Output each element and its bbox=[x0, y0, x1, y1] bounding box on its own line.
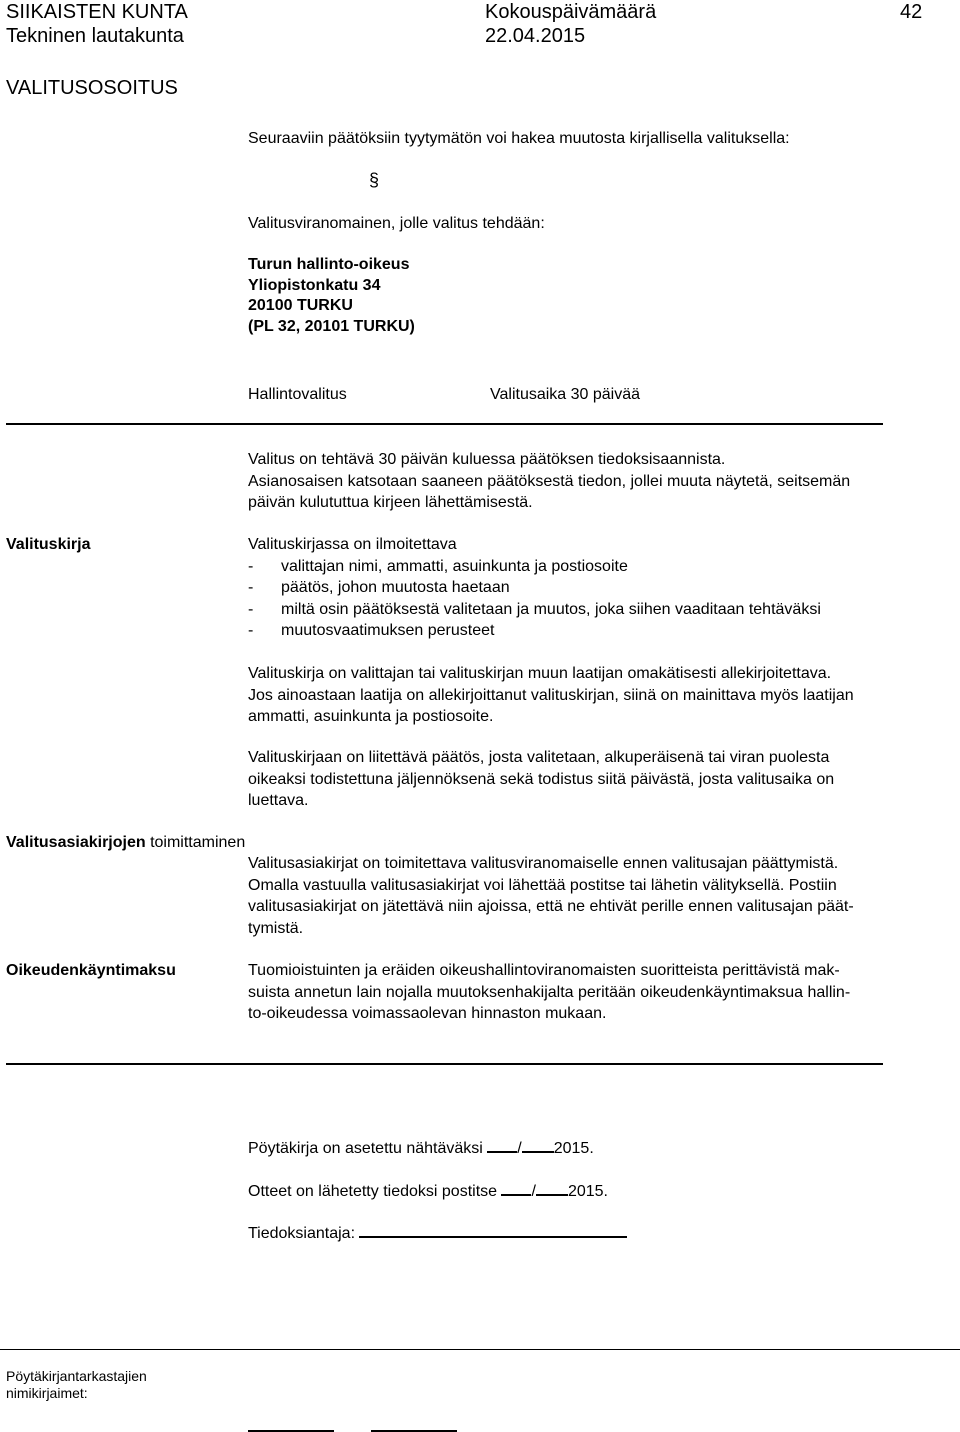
notifier-blank bbox=[359, 1218, 627, 1238]
page-number: 42 bbox=[900, 1, 923, 23]
mailed-label: Otteet on lähetetty tiedoksi postitse bbox=[248, 1183, 498, 1200]
section-heading-valituskirja: Valituskirja bbox=[6, 536, 91, 553]
fee-paragraph bbox=[248, 960, 850, 1025]
valituskirja-requirements bbox=[248, 534, 821, 642]
list-item: - päätös, johon muutosta haetaan bbox=[248, 577, 821, 599]
committee-name: Tekninen lautakunta bbox=[6, 25, 184, 47]
month-blank bbox=[536, 1176, 568, 1196]
authority-label: Valitusviranomainen, jolle valitus tehdään: bbox=[248, 215, 545, 232]
requirements-list bbox=[248, 556, 821, 642]
day-blank bbox=[501, 1176, 531, 1196]
paragraph-line: luettava. bbox=[248, 792, 309, 809]
paragraph-line: Valituskirja on valittajan tai valituskirjan muun laatijan omakätisesti allekirjoitettava. bbox=[248, 665, 832, 682]
paragraph-line: Jos ainoastaan laatija on allekirjoittanut valituskirjan, siinä on mainittava myös laatijan bbox=[248, 686, 854, 704]
divider-line bbox=[6, 1063, 883, 1065]
requirements-intro: Valituskirjassa on ilmoitettava bbox=[248, 536, 457, 553]
paragraph-line: Omalla vastuulla valitusasiakirjat voi lähettää postitse tai lähetin välityksellä. Postiin bbox=[248, 876, 837, 894]
delivery-paragraph bbox=[248, 853, 854, 939]
posted-label: Pöytäkirja on asetettu nähtäväksi bbox=[248, 1140, 483, 1157]
address-line: (PL 32, 20101 TURKU) bbox=[248, 317, 415, 335]
municipality-name: SIIKAISTEN KUNTA bbox=[6, 1, 188, 23]
heading-rest-part: toimittaminen bbox=[145, 834, 246, 851]
year-text: 2015. bbox=[567, 1183, 608, 1200]
address-line: Turun hallinto-oikeus bbox=[248, 256, 410, 273]
paragraph-line: Asianosaisen katsotaan saaneen päätöksestä tiedon, jollei muuta näytetä, seitsemän bbox=[248, 472, 851, 490]
intro-text: Seuraaviin päätöksiin tyytymätön voi hakea muutosta kirjallisella valituksella: bbox=[248, 130, 790, 147]
page-title: VALITUSOSOITUS bbox=[6, 77, 178, 99]
month-blank bbox=[522, 1133, 554, 1153]
date-separator: / bbox=[531, 1183, 536, 1200]
paragraph-line: Valitusasiakirjat on toimitettava valitusviranomaiselle ennen valitusajan päättymistä. bbox=[248, 855, 839, 872]
section-sign: § bbox=[369, 170, 380, 190]
reviewers-label-line: Pöytäkirjantarkastajien bbox=[6, 1368, 147, 1384]
reviewers-label-line: nimikirjaimet: bbox=[6, 1385, 88, 1401]
appeal-type: Hallintovalitus bbox=[248, 386, 347, 403]
address-line: 20100 TURKU bbox=[248, 297, 353, 314]
date-separator: / bbox=[517, 1140, 522, 1157]
paragraph-line: tymistä. bbox=[248, 919, 304, 937]
meeting-date: 22.04.2015 bbox=[485, 25, 586, 47]
notifier-label: Tiedoksiantaja: bbox=[248, 1225, 356, 1242]
paragraph-line: Valitus on tehtävä 30 päivän kuluessa päätöksen tiedoksisaannista. bbox=[248, 451, 726, 468]
divider-line bbox=[6, 423, 883, 425]
authority-address bbox=[248, 255, 415, 337]
paragraph-line: to-oikeudessa voimassaolevan hinnaston mukaan. bbox=[248, 1005, 607, 1022]
paragraph-line: ammatti, asuinkunta ja postiosoite. bbox=[248, 708, 494, 725]
list-item: - miltä osin päätöksestä valitetaan ja muutos, joka siihen vaaditaan tehtäväksi bbox=[248, 599, 821, 621]
section-heading-delivery bbox=[6, 832, 245, 853]
mailed-note bbox=[248, 1176, 608, 1202]
list-item: - valittajan nimi, ammatti, asuinkunta ja postiosoite bbox=[248, 556, 821, 578]
notifier-line bbox=[248, 1218, 627, 1244]
posted-note bbox=[248, 1133, 594, 1159]
paragraph-line: Valituskirjaan on liitettävä päätös, josta valitetaan, alkuperäisenä tai viran puolesta bbox=[248, 749, 830, 766]
paragraph-line: oikeaksi todistettuna jäljennöksenä sekä todistus siitä päivästä, josta valitusaika on bbox=[248, 770, 835, 788]
paragraph-line: valitusasiakirjat on jätettävä niin ajoissa, että ne ehtivät perille ennen valitusajan päät- bbox=[248, 898, 854, 915]
paragraph-line: Tuomioistuinten ja eräiden oikeushallintoviranomaisten suoritteista perittävistä mak- bbox=[248, 962, 840, 979]
list-item: - muutosvaatimuksen perusteet bbox=[248, 620, 821, 642]
deadline-paragraph bbox=[248, 449, 850, 514]
address-line: Yliopistonkatu 34 bbox=[248, 276, 381, 294]
section-heading-fee: Oikeudenkäyntimaksu bbox=[6, 962, 176, 979]
meeting-date-label: Kokouspäivämäärä bbox=[485, 1, 657, 23]
reviewers-label bbox=[6, 1368, 147, 1402]
year-text: 2015. bbox=[553, 1140, 594, 1157]
day-blank bbox=[487, 1133, 517, 1153]
paragraph-line: suista annetun lain nojalla muutoksenhakijalta peritään oikeudenkäyntimaksua hallin- bbox=[248, 983, 851, 1001]
footer-rule bbox=[0, 1349, 960, 1350]
appeal-period: Valitusaika 30 päivää bbox=[490, 386, 641, 403]
heading-bold-part: Valitusasiakirjojen bbox=[6, 834, 146, 851]
signing-paragraph bbox=[248, 663, 854, 728]
paragraph-line: päivän kulututtua kirjeen lähettämisestä. bbox=[248, 494, 533, 511]
attachments-paragraph bbox=[248, 747, 834, 812]
